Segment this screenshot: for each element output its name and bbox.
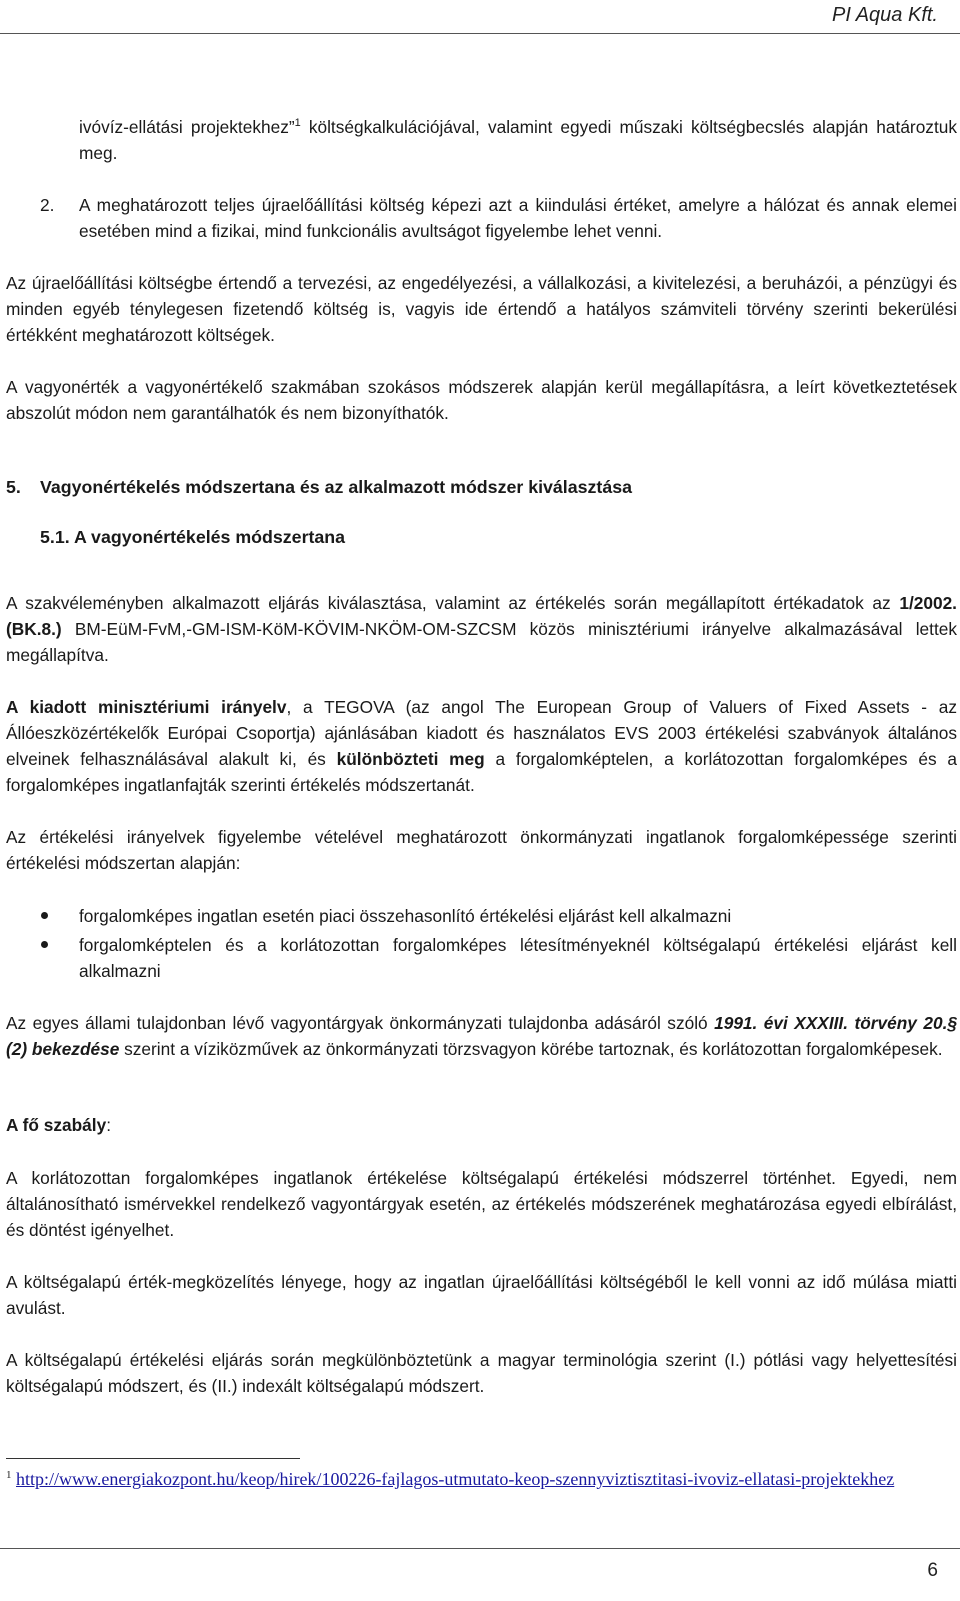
item2-number: 2. (40, 195, 55, 215)
header-rule (0, 33, 960, 34)
paragraph-lenyege: A költségalapú érték-megközelítés lényege, hogy az ingatlan újraelőállítási költségéből le kell vonni az idő múlása miatti avulást. (6, 1272, 957, 1318)
paragraph-szakvelemeny (6, 590, 957, 668)
rule-heading-bold: A fő szabály (6, 1115, 107, 1135)
szakv-text-end: BM-EüM-FvM,-GM-ISM-KöM-KÖVIM-NKÖM-OM-SZCSM közös minisztériumi irányelve alkalmazásával lettek megállapítva. (6, 619, 957, 665)
allami-text-start: Az egyes állami tulajdonban lévő vagyontárgyak önkormányzati tulajdonba adásáról szóló (6, 1013, 715, 1033)
footnote-number: 1 (6, 1469, 12, 1481)
paragraph-korlatozottan: A korlátozottan forgalomképes ingatlanok értékelése költségalapú értékelési módszerrel történhet. Egyedi, nem általánosítható ismérvekkel rendelkező vagyontárgyak esetén, az értékelés módszerének meghatározása egyedi elbírálást, és döntést igényelhet. (6, 1168, 957, 1240)
section5-title: Vagyonértékelés módszertana és az alkalmazott módszer kiválasztása (40, 477, 633, 497)
footer-rule (0, 1548, 960, 1549)
section5-number: 5. (6, 477, 21, 497)
footnote-rule (6, 1458, 300, 1459)
bullet-icon (41, 912, 48, 919)
paragraph-eljaras: A költségalapú értékelési eljárás során megkülönböztetünk a magyar terminológia szerint (I.) pótlási vagy helyettesítési költségalapú módszert, és (II.) indexált költségalapú módszert. (6, 1350, 957, 1396)
footnote (6, 1467, 946, 1491)
paragraph-cost: Az újraelőállítási költségbe értendő a tervezési, az engedélyezési, a vállalkozási, a kivitelezési, a beruházói, a pénzügyi és minden egyéb ténylegesen fizetendő költség is, vagyis ide értendő a hatályos számviteli törvény szerinti bekerülési értékként meghatározott költségek. (6, 273, 957, 345)
intro-text-start: ivóvíz-ellátási projektekhez” (79, 117, 295, 137)
bullet-icon (41, 941, 48, 948)
item2-text: A meghatározott teljes újraelőállítási költség képezi azt a kiindulási értéket, amelyre a hálózat és annak elemei esetében mind a fizikai, mind funkcionális avultságot figyelembe lehet venni. (79, 195, 957, 241)
footnote-link[interactable]: http://www.energiakozpont.hu/keop/hirek/100226-fajlagos-utmutato-keop-szennyviztisztitasi-ivoviz-ellatasi-projektekhez (16, 1469, 895, 1489)
paragraph-kiadott (6, 694, 957, 798)
page-number: 6 (927, 1560, 938, 1581)
kiadott-text-mid: , a TEGOVA (az angol The European Group of Valuers of Fixed Assets - az Állóeszközértékelők Európai Csoportja) ajánlásában kiadott és használatos EVS 2003 értékelési szabványok általános elveinek felhasználásával alakult ki, és (6, 697, 958, 769)
kiadott-bold: A kiadott minisztériumi irányelv (6, 697, 287, 717)
paragraph-value: A vagyonérték a vagyonértékelő szakmában szokásos módszerek alapján kerül megállapításra, a leírt következtetések abszolút módon nem garantálhatók és nem bizonyíthatók. (6, 377, 957, 423)
section51-title: 5.1. A vagyonértékelés módszertana (40, 527, 346, 547)
footnote-ref[interactable]: 1 (294, 117, 301, 130)
kiadott-text-end: a forgalomképtelen, a korlátozottan forgalomképes és a forgalomképes ingatlanfajták szerinti értékelés módszertanát. (6, 749, 958, 795)
szakv-bold-ref: 1/2002.(BK.8.) (6, 593, 957, 639)
page-header-company: PI Aqua Kft. (832, 4, 938, 26)
rule-heading (6, 1112, 957, 1138)
kiadott-bold-2: különbözteti meg (336, 749, 485, 769)
paragraph-iranyelv: Az értékelési irányelvek figyelembe vételével meghatározott önkormányzati ingatlanok forgalomképessége szerinti értékelési módszertan alapján: (6, 827, 957, 873)
szakv-text-start: A szakvéleményben alkalmazott eljárás kiválasztása, valamint az értékelés során megállapított értékadatok az (6, 593, 900, 613)
intro-text-end: költségkalkulációjával, valamint egyedi műszaki költségbecslés alapján határoztuk meg. (79, 117, 957, 163)
paragraph-allami (6, 1010, 957, 1062)
bullet-item: forgalomképes ingatlan esetén piaci összehasonlító értékelési eljárást kell alkalmazni (79, 906, 732, 926)
rule-heading-colon: : (106, 1115, 112, 1135)
allami-text-end: szerint a víziközművek az önkormányzati törzsvagyon körébe tartoznak, és korlátozottan forgalomképesek. (119, 1039, 943, 1059)
intro-paragraph (79, 114, 957, 166)
bullet-item: forgalomképtelen és a korlátozottan forgalomképes létesítményeknél költségalapú értékelési eljárást kell alkalmazni (79, 935, 957, 981)
allami-law-ref: 1991. évi XXXIII. törvény 20.§ (2) bekezdése (6, 1013, 957, 1059)
